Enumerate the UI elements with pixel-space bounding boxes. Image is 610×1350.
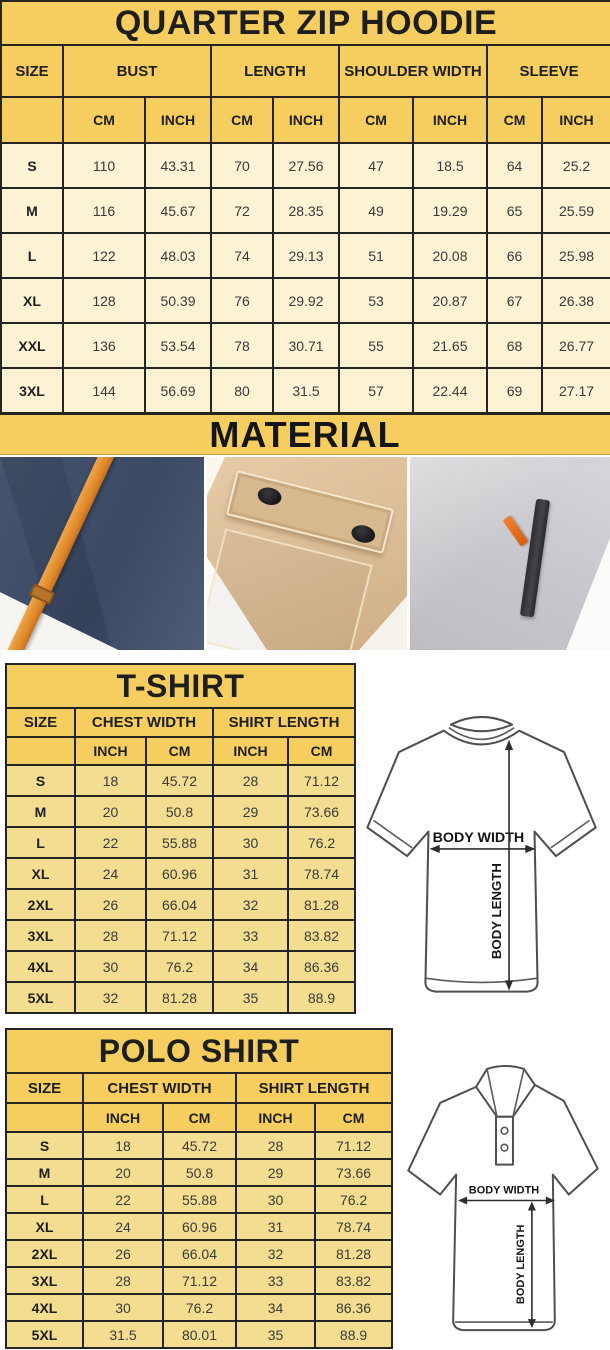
- size-cell: 5XL: [6, 982, 75, 1013]
- value-cell: 78.74: [288, 858, 355, 889]
- value-cell: 55.88: [146, 827, 213, 858]
- size-cell: XL: [6, 858, 75, 889]
- blank-header-cell: [6, 1103, 83, 1132]
- unit-header: CM: [146, 737, 213, 765]
- value-cell: 18: [83, 1132, 163, 1159]
- snap-button: [350, 523, 377, 545]
- value-cell: 57: [339, 368, 413, 413]
- value-cell: 24: [83, 1213, 163, 1240]
- value-cell: 30: [83, 1294, 163, 1321]
- value-cell: 69: [487, 368, 542, 413]
- unit-header: INCH: [213, 737, 288, 765]
- value-cell: 74: [211, 233, 273, 278]
- value-cell: 34: [213, 951, 288, 982]
- column-header-size: SIZE: [1, 45, 63, 97]
- value-cell: 20.87: [413, 278, 487, 323]
- value-cell: 28.35: [273, 188, 339, 233]
- table-row: [6, 982, 355, 1013]
- value-cell: 29.92: [273, 278, 339, 323]
- value-cell: 56.69: [145, 368, 211, 413]
- size-cell: XL: [6, 1213, 83, 1240]
- value-cell: 30.71: [273, 323, 339, 368]
- table-row: [6, 1294, 392, 1321]
- unit-header: INCH: [273, 97, 339, 143]
- tshirt-measurement-diagram: [353, 695, 610, 1013]
- value-cell: 24: [75, 858, 146, 889]
- value-cell: 25.2: [542, 143, 610, 188]
- material-photo-navy-drawstring: [0, 457, 204, 650]
- value-cell: 32: [213, 889, 288, 920]
- value-cell: 35: [213, 982, 288, 1013]
- value-cell: 47: [339, 143, 413, 188]
- value-cell: 20: [83, 1159, 163, 1186]
- value-cell: 53: [339, 278, 413, 323]
- column-header-bust: BUST: [63, 45, 211, 97]
- value-cell: 88.9: [315, 1321, 392, 1348]
- table-row: [6, 796, 355, 827]
- size-cell: 4XL: [6, 1294, 83, 1321]
- tshirt-size-table: [5, 663, 356, 1014]
- size-cell: 3XL: [1, 368, 63, 413]
- material-section-title: MATERIAL: [0, 413, 610, 455]
- value-cell: 76.2: [315, 1186, 392, 1213]
- value-cell: 65: [487, 188, 542, 233]
- size-cell: M: [6, 1159, 83, 1186]
- unit-header: CM: [211, 97, 273, 143]
- value-cell: 60.96: [163, 1213, 236, 1240]
- value-cell: 81.28: [288, 889, 355, 920]
- size-cell: 5XL: [6, 1321, 83, 1348]
- table-row: [6, 1186, 392, 1213]
- value-cell: 32: [236, 1240, 315, 1267]
- unit-header: INCH: [413, 97, 487, 143]
- value-cell: 49: [339, 188, 413, 233]
- value-cell: 76.2: [163, 1294, 236, 1321]
- value-cell: 19.29: [413, 188, 487, 233]
- polo-outline-drawing: [391, 1053, 610, 1350]
- material-photo-gray-zipper: [410, 457, 610, 650]
- value-cell: 31.5: [83, 1321, 163, 1348]
- column-header-chest-width: CHEST WIDTH: [75, 708, 213, 737]
- column-header-shoulder-width: SHOULDER WIDTH: [339, 45, 487, 97]
- value-cell: 45.72: [163, 1132, 236, 1159]
- value-cell: 81.28: [146, 982, 213, 1013]
- size-cell: M: [6, 796, 75, 827]
- body-length-label: BODY LENGTH: [514, 1224, 527, 1305]
- unit-header: INCH: [83, 1103, 163, 1132]
- value-cell: 33: [236, 1267, 315, 1294]
- table-row: [1, 323, 610, 368]
- value-cell: 78: [211, 323, 273, 368]
- unit-header: INCH: [75, 737, 146, 765]
- table-row: [1, 278, 610, 323]
- tshirt-table-title: T-SHIRT: [6, 664, 355, 708]
- hoodie-table-title: QUARTER ZIP HOODIE: [1, 1, 610, 45]
- polo-table-title: POLO SHIRT: [6, 1029, 392, 1073]
- table-row: [6, 1321, 392, 1348]
- column-header-shirt-length: SHIRT LENGTH: [236, 1073, 392, 1103]
- value-cell: 80: [211, 368, 273, 413]
- value-cell: 66: [487, 233, 542, 278]
- value-cell: 78.74: [315, 1213, 392, 1240]
- value-cell: 18: [75, 765, 146, 796]
- value-cell: 26.77: [542, 323, 610, 368]
- value-cell: 81.28: [315, 1240, 392, 1267]
- table-row: [6, 1240, 392, 1267]
- size-cell: S: [1, 143, 63, 188]
- value-cell: 88.9: [288, 982, 355, 1013]
- unit-header: INCH: [145, 97, 211, 143]
- value-cell: 31: [213, 858, 288, 889]
- value-cell: 144: [63, 368, 145, 413]
- value-cell: 50.39: [145, 278, 211, 323]
- value-cell: 28: [83, 1267, 163, 1294]
- value-cell: 71.12: [163, 1267, 236, 1294]
- value-cell: 26: [83, 1240, 163, 1267]
- value-cell: 71.12: [315, 1132, 392, 1159]
- table-row: [6, 951, 355, 982]
- value-cell: 72: [211, 188, 273, 233]
- value-cell: 31: [236, 1213, 315, 1240]
- value-cell: 76.2: [288, 827, 355, 858]
- table-row: [1, 188, 610, 233]
- value-cell: 20: [75, 796, 146, 827]
- value-cell: 20.08: [413, 233, 487, 278]
- value-cell: 66.04: [146, 889, 213, 920]
- value-cell: 26.38: [542, 278, 610, 323]
- table-row: [6, 920, 355, 951]
- unit-header: CM: [163, 1103, 236, 1132]
- value-cell: 80.01: [163, 1321, 236, 1348]
- column-header-shirt-length: SHIRT LENGTH: [213, 708, 355, 737]
- value-cell: 45.67: [145, 188, 211, 233]
- size-cell: L: [6, 1186, 83, 1213]
- value-cell: 66.04: [163, 1240, 236, 1267]
- value-cell: 28: [236, 1132, 315, 1159]
- table-row: [6, 1159, 392, 1186]
- table-row: [6, 889, 355, 920]
- table-row: [6, 1132, 392, 1159]
- body-length-label: BODY LENGTH: [488, 863, 504, 960]
- body-width-label: BODY WIDTH: [468, 1184, 540, 1197]
- value-cell: 33: [213, 920, 288, 951]
- size-cell: S: [6, 1132, 83, 1159]
- column-header-sleeve: SLEEVE: [487, 45, 610, 97]
- tshirt-outline-drawing: [353, 695, 610, 1013]
- table-row: [1, 143, 610, 188]
- size-cell: 3XL: [6, 920, 75, 951]
- table-row: [1, 233, 610, 278]
- value-cell: 73.66: [315, 1159, 392, 1186]
- value-cell: 27.56: [273, 143, 339, 188]
- value-cell: 60.96: [146, 858, 213, 889]
- unit-header: INCH: [542, 97, 610, 143]
- value-cell: 50.8: [146, 796, 213, 827]
- value-cell: 48.03: [145, 233, 211, 278]
- size-cell: XXL: [1, 323, 63, 368]
- value-cell: 50.8: [163, 1159, 236, 1186]
- value-cell: 22: [75, 827, 146, 858]
- table-row: [6, 1267, 392, 1294]
- value-cell: 30: [75, 951, 146, 982]
- column-header-chest-width: CHEST WIDTH: [83, 1073, 236, 1103]
- value-cell: 21.65: [413, 323, 487, 368]
- value-cell: 116: [63, 188, 145, 233]
- hoodie-size-table: [0, 0, 610, 414]
- column-header-length: LENGTH: [211, 45, 339, 97]
- size-cell: S: [6, 765, 75, 796]
- value-cell: 45.72: [146, 765, 213, 796]
- value-cell: 71.12: [288, 765, 355, 796]
- value-cell: 70: [211, 143, 273, 188]
- unit-header: CM: [339, 97, 413, 143]
- cargo-pocket: [207, 528, 373, 650]
- value-cell: 27.17: [542, 368, 610, 413]
- value-cell: 26: [75, 889, 146, 920]
- polo-measurement-diagram: [391, 1053, 610, 1350]
- value-cell: 76: [211, 278, 273, 323]
- value-cell: 122: [63, 233, 145, 278]
- value-cell: 55: [339, 323, 413, 368]
- material-photos: [0, 457, 610, 650]
- value-cell: 35: [236, 1321, 315, 1348]
- value-cell: 22.44: [413, 368, 487, 413]
- blank-header-cell: [1, 97, 63, 143]
- size-cell: L: [6, 827, 75, 858]
- value-cell: 30: [236, 1186, 315, 1213]
- size-cell: M: [1, 188, 63, 233]
- snap-button: [256, 485, 283, 507]
- value-cell: 53.54: [145, 323, 211, 368]
- material-photo-khaki-pocket: [207, 457, 407, 650]
- value-cell: 86.36: [315, 1294, 392, 1321]
- size-cell: 2XL: [6, 1240, 83, 1267]
- value-cell: 71.12: [146, 920, 213, 951]
- value-cell: 25.59: [542, 188, 610, 233]
- polo-size-table: [5, 1028, 393, 1349]
- value-cell: 22: [83, 1186, 163, 1213]
- value-cell: 29: [236, 1159, 315, 1186]
- size-cell: 4XL: [6, 951, 75, 982]
- table-row: [6, 858, 355, 889]
- value-cell: 43.31: [145, 143, 211, 188]
- value-cell: 31.5: [273, 368, 339, 413]
- column-header-size: SIZE: [6, 708, 75, 737]
- size-cell: 2XL: [6, 889, 75, 920]
- value-cell: 68: [487, 323, 542, 368]
- blank-header-cell: [6, 737, 75, 765]
- value-cell: 110: [63, 143, 145, 188]
- size-cell: 3XL: [6, 1267, 83, 1294]
- unit-header: INCH: [236, 1103, 315, 1132]
- table-row: [6, 765, 355, 796]
- value-cell: 30: [213, 827, 288, 858]
- value-cell: 136: [63, 323, 145, 368]
- value-cell: 18.5: [413, 143, 487, 188]
- value-cell: 83.82: [288, 920, 355, 951]
- unit-header: CM: [63, 97, 145, 143]
- value-cell: 28: [213, 765, 288, 796]
- column-header-size: SIZE: [6, 1073, 83, 1103]
- value-cell: 128: [63, 278, 145, 323]
- value-cell: 29: [213, 796, 288, 827]
- value-cell: 55.88: [163, 1186, 236, 1213]
- unit-header: CM: [288, 737, 355, 765]
- value-cell: 51: [339, 233, 413, 278]
- value-cell: 64: [487, 143, 542, 188]
- value-cell: 32: [75, 982, 146, 1013]
- unit-header: CM: [315, 1103, 392, 1132]
- value-cell: 83.82: [315, 1267, 392, 1294]
- value-cell: 76.2: [146, 951, 213, 982]
- value-cell: 86.36: [288, 951, 355, 982]
- value-cell: 29.13: [273, 233, 339, 278]
- unit-header: CM: [487, 97, 542, 143]
- table-row: [6, 1213, 392, 1240]
- value-cell: 25.98: [542, 233, 610, 278]
- value-cell: 28: [75, 920, 146, 951]
- table-row: [6, 827, 355, 858]
- table-row: [1, 368, 610, 413]
- value-cell: 73.66: [288, 796, 355, 827]
- size-cell: L: [1, 233, 63, 278]
- size-cell: XL: [1, 278, 63, 323]
- value-cell: 67: [487, 278, 542, 323]
- value-cell: 34: [236, 1294, 315, 1321]
- body-width-label: BODY WIDTH: [432, 829, 525, 846]
